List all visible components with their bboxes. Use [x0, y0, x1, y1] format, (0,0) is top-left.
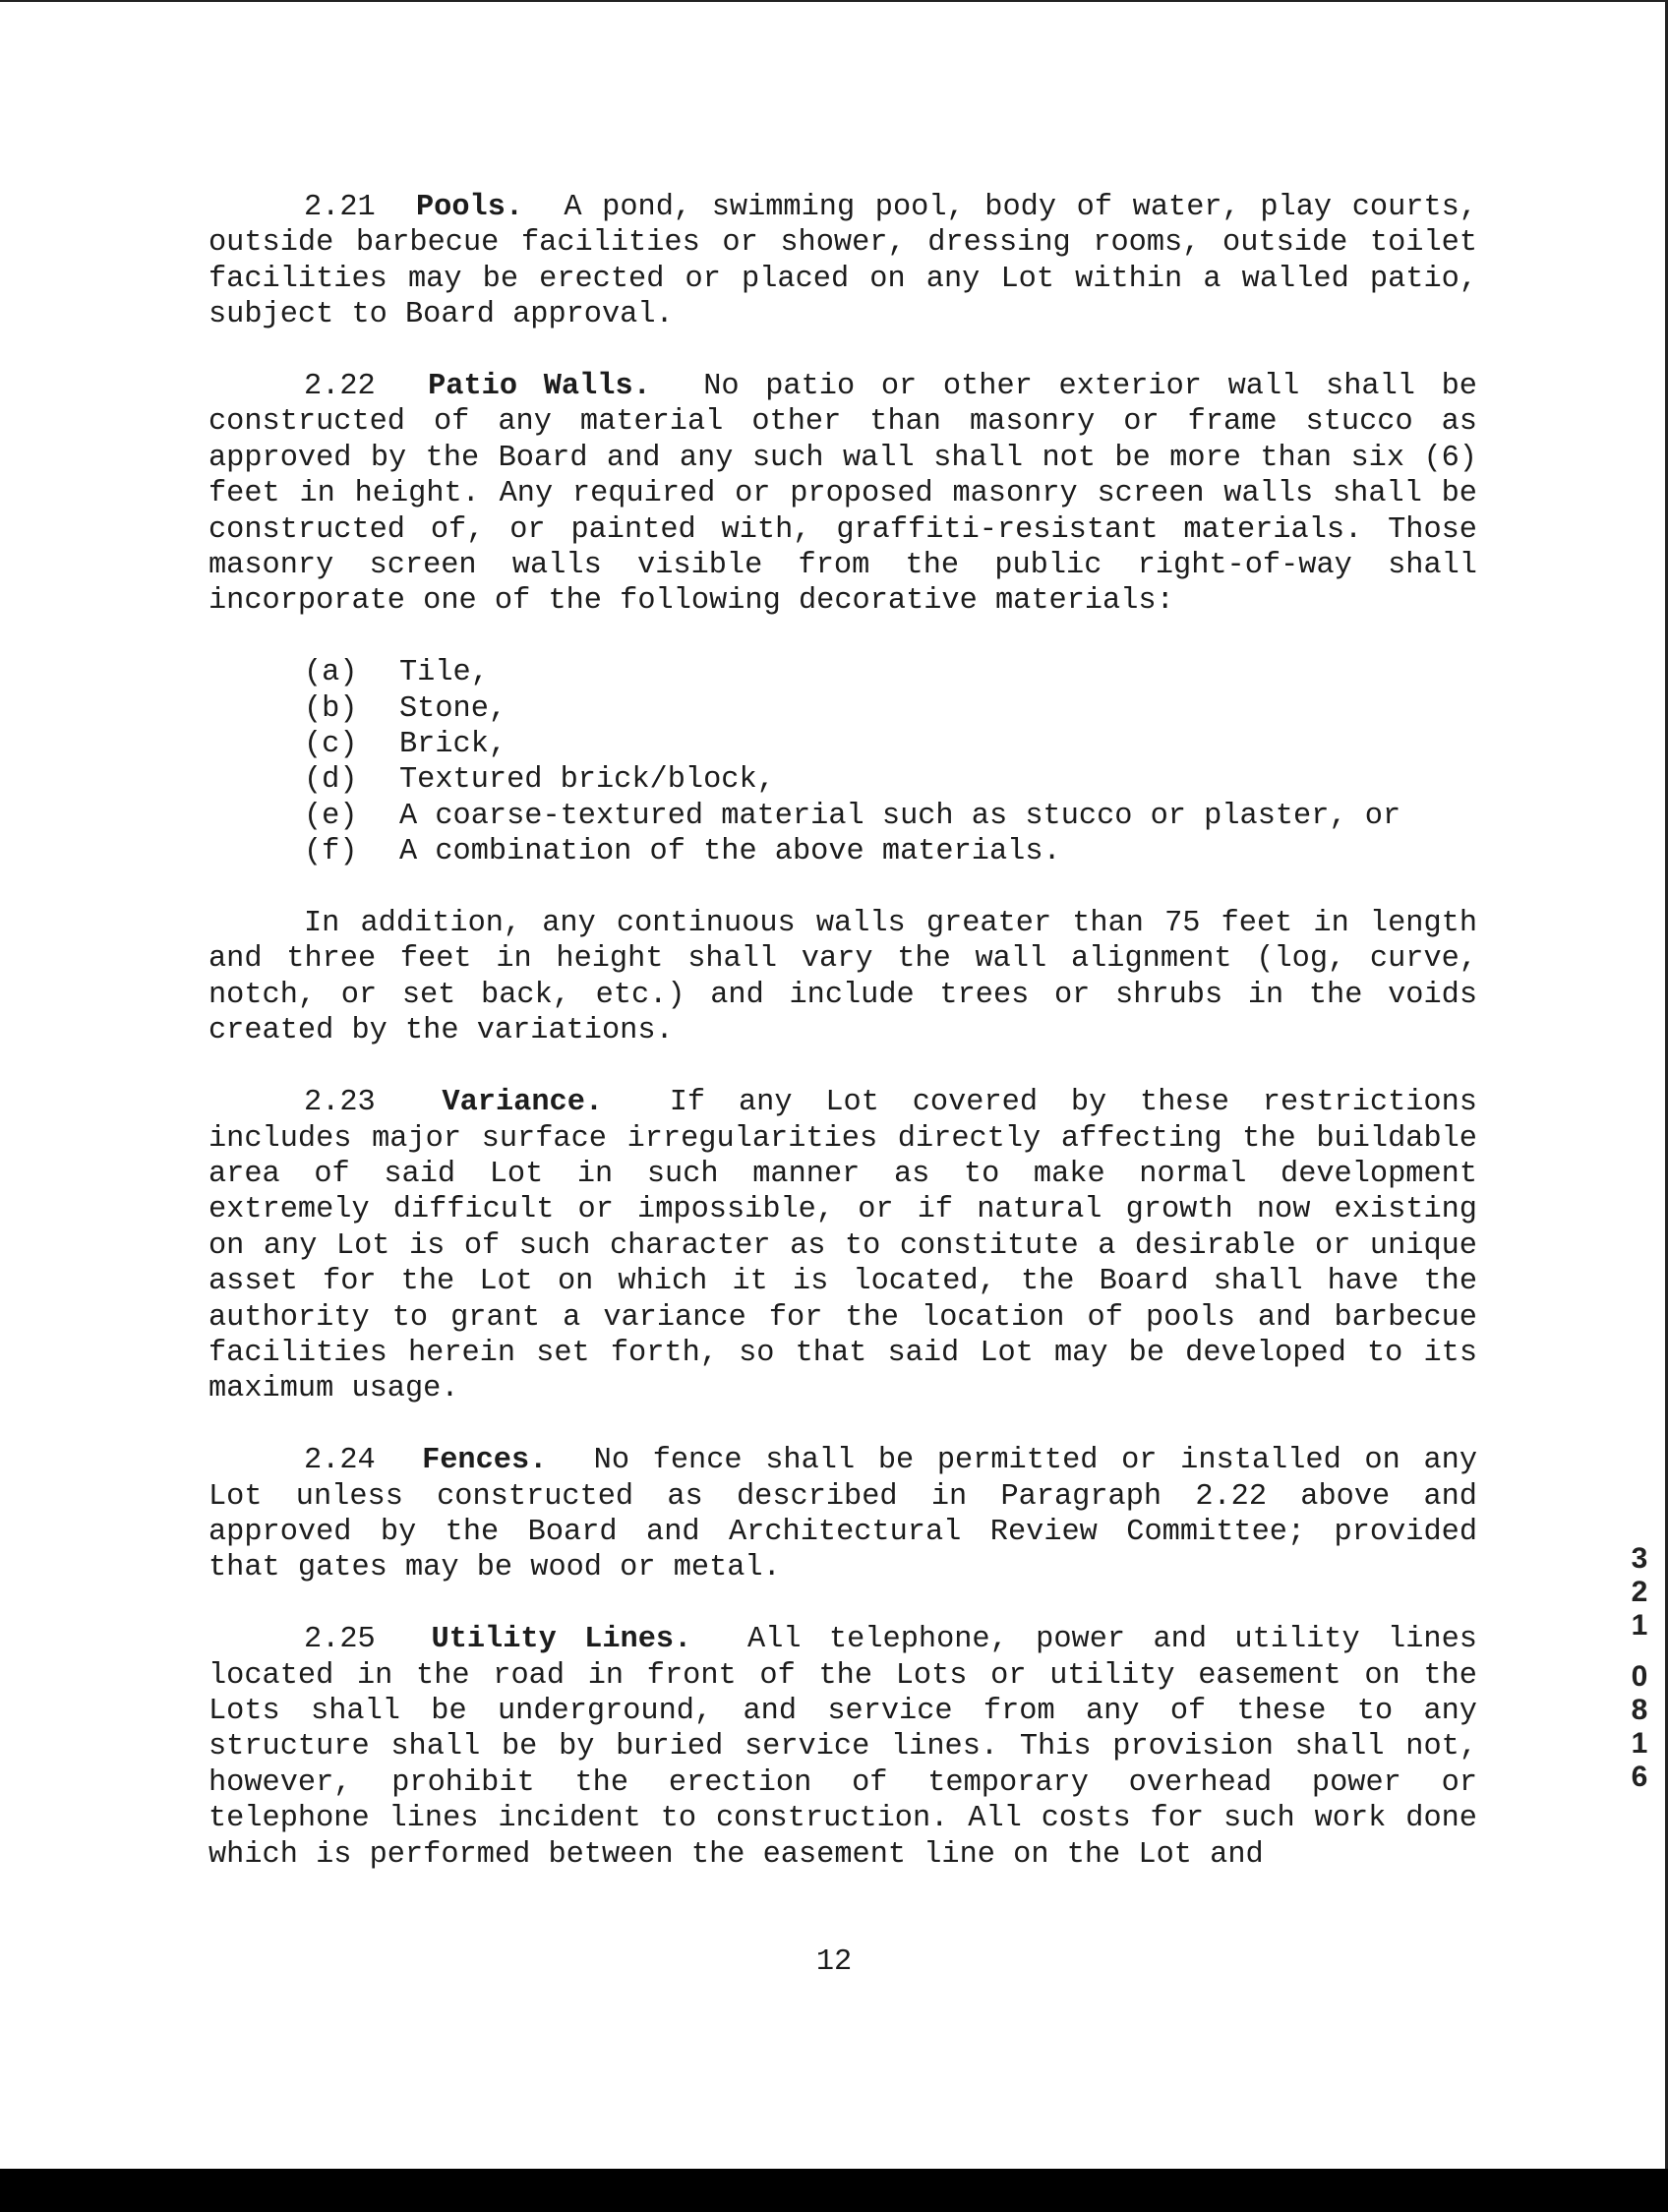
recording-stamp — [1623, 1542, 1656, 1794]
list-item — [208, 691, 1477, 727]
list-item — [208, 655, 1477, 690]
list-item-label: (a) — [304, 656, 358, 690]
page-number: 12 — [815, 1945, 853, 1979]
section-text: All telephone, power and utility lines located in the road in front of the Lots or utility easement on the Lots shall be underground, and service from any of these to any structure shall be by buried service lines. This provision shall not, however, prohibit the erection of temporary overhead power or telephone lines incident to construction. All costs for such work done which is performed between the easement line on the Lot and — [208, 1623, 1477, 1872]
paragraph-2-23 — [208, 1085, 1477, 1407]
document-body — [208, 190, 1477, 1908]
section-text: If any Lot covered by these restrictions includes major surface irregularities directly affecting the buildable area of said Lot in such manner as to make normal development extremely difficult or impossible, or if natural growth now existing on any Lot is of such character as to constitute a desirable or unique asset for the Lot on which it is located, the Board shall have the authority to grant a variance for the location of pools and barbecue facilities herein set forth, so that said Lot may be developed to its maximum usage. — [208, 1086, 1477, 1406]
paragraph-2-22-addition: In addition, any continuous walls greater than 75 feet in length and three feet in height shall vary the wall alignment (log, curve, notch, or set back, etc.) and include trees or shrubs in the voids created by the variations. — [208, 907, 1477, 1048]
list-item — [208, 834, 1477, 869]
list-item-text: Stone, — [399, 691, 507, 726]
paragraph-2-22 — [208, 369, 1477, 620]
list-item-text: A combination of the above materials. — [399, 835, 1061, 869]
stamp-digit: 0 — [1631, 1660, 1648, 1693]
stamp-gap — [1623, 1643, 1656, 1660]
section-text: No fence shall be permitted or installed on any Lot unless constructed as described in Paragraph 2.22 above and approved by the Board and Architectural Review Committee; provided that gates may be wood or metal. — [208, 1444, 1477, 1585]
section-number: 2.21 — [304, 191, 376, 224]
list-item-text: Tile, — [399, 656, 489, 690]
stamp-digit: 1 — [1631, 1609, 1648, 1642]
list-item-label: (e) — [304, 799, 358, 833]
section-heading: Variance. — [442, 1086, 604, 1120]
section-number: 2.23 — [304, 1086, 376, 1120]
stamp-digit: 2 — [1631, 1576, 1648, 1608]
stamp-digit: 8 — [1631, 1694, 1648, 1726]
section-number: 2.25 — [304, 1623, 376, 1657]
stamp-digit: 6 — [1631, 1761, 1648, 1793]
section-heading: Fences. — [422, 1444, 548, 1478]
section-heading: Patio Walls. — [428, 370, 651, 404]
scan-bottom-edge — [0, 2169, 1668, 2212]
section-number: 2.22 — [304, 370, 376, 404]
list-item — [208, 799, 1477, 834]
list-item-text: Brick, — [399, 728, 507, 762]
list-item-label: (c) — [304, 728, 358, 762]
section-heading: Utility Lines. — [431, 1623, 692, 1657]
section-heading: Pools. — [416, 191, 524, 224]
section-text: No patio or other exterior wall shall be constructed of any material other than masonry or frame stucco as approved by the Board and any such wall shall not be more than six (6) feet in height. Any required or proposed masonry screen walls shall be constructed of, or painted with, graffiti-resistant materials. Those masonry screen walls visible from the public right-of-way shall incorporate one of the following decorative materials: — [208, 370, 1477, 619]
list-item-text: A coarse-textured material such as stucco or plaster, or — [399, 799, 1401, 833]
section-text: A pond, swimming pool, body of water, play courts, outside barbecue facilities or shower, dressing rooms, outside toilet facilities may be erected or placed on any Lot within a walled patio, subject to Board approval. — [208, 191, 1477, 332]
paragraph-2-25 — [208, 1622, 1477, 1873]
list-item-label: (d) — [304, 763, 358, 798]
list-item — [208, 762, 1477, 798]
list-item-label: (f) — [304, 835, 358, 869]
list-item-text: Textured brick/block, — [399, 763, 775, 798]
list-item-label: (b) — [304, 691, 358, 726]
stamp-digit: 3 — [1631, 1542, 1648, 1575]
stamp-digit: 1 — [1631, 1727, 1648, 1760]
paragraph-2-24 — [208, 1443, 1477, 1586]
list-item — [208, 727, 1477, 762]
materials-list — [208, 655, 1477, 869]
scan-top-edge — [0, 0, 1668, 2]
section-number: 2.24 — [304, 1444, 376, 1478]
paragraph-2-21 — [208, 190, 1477, 333]
